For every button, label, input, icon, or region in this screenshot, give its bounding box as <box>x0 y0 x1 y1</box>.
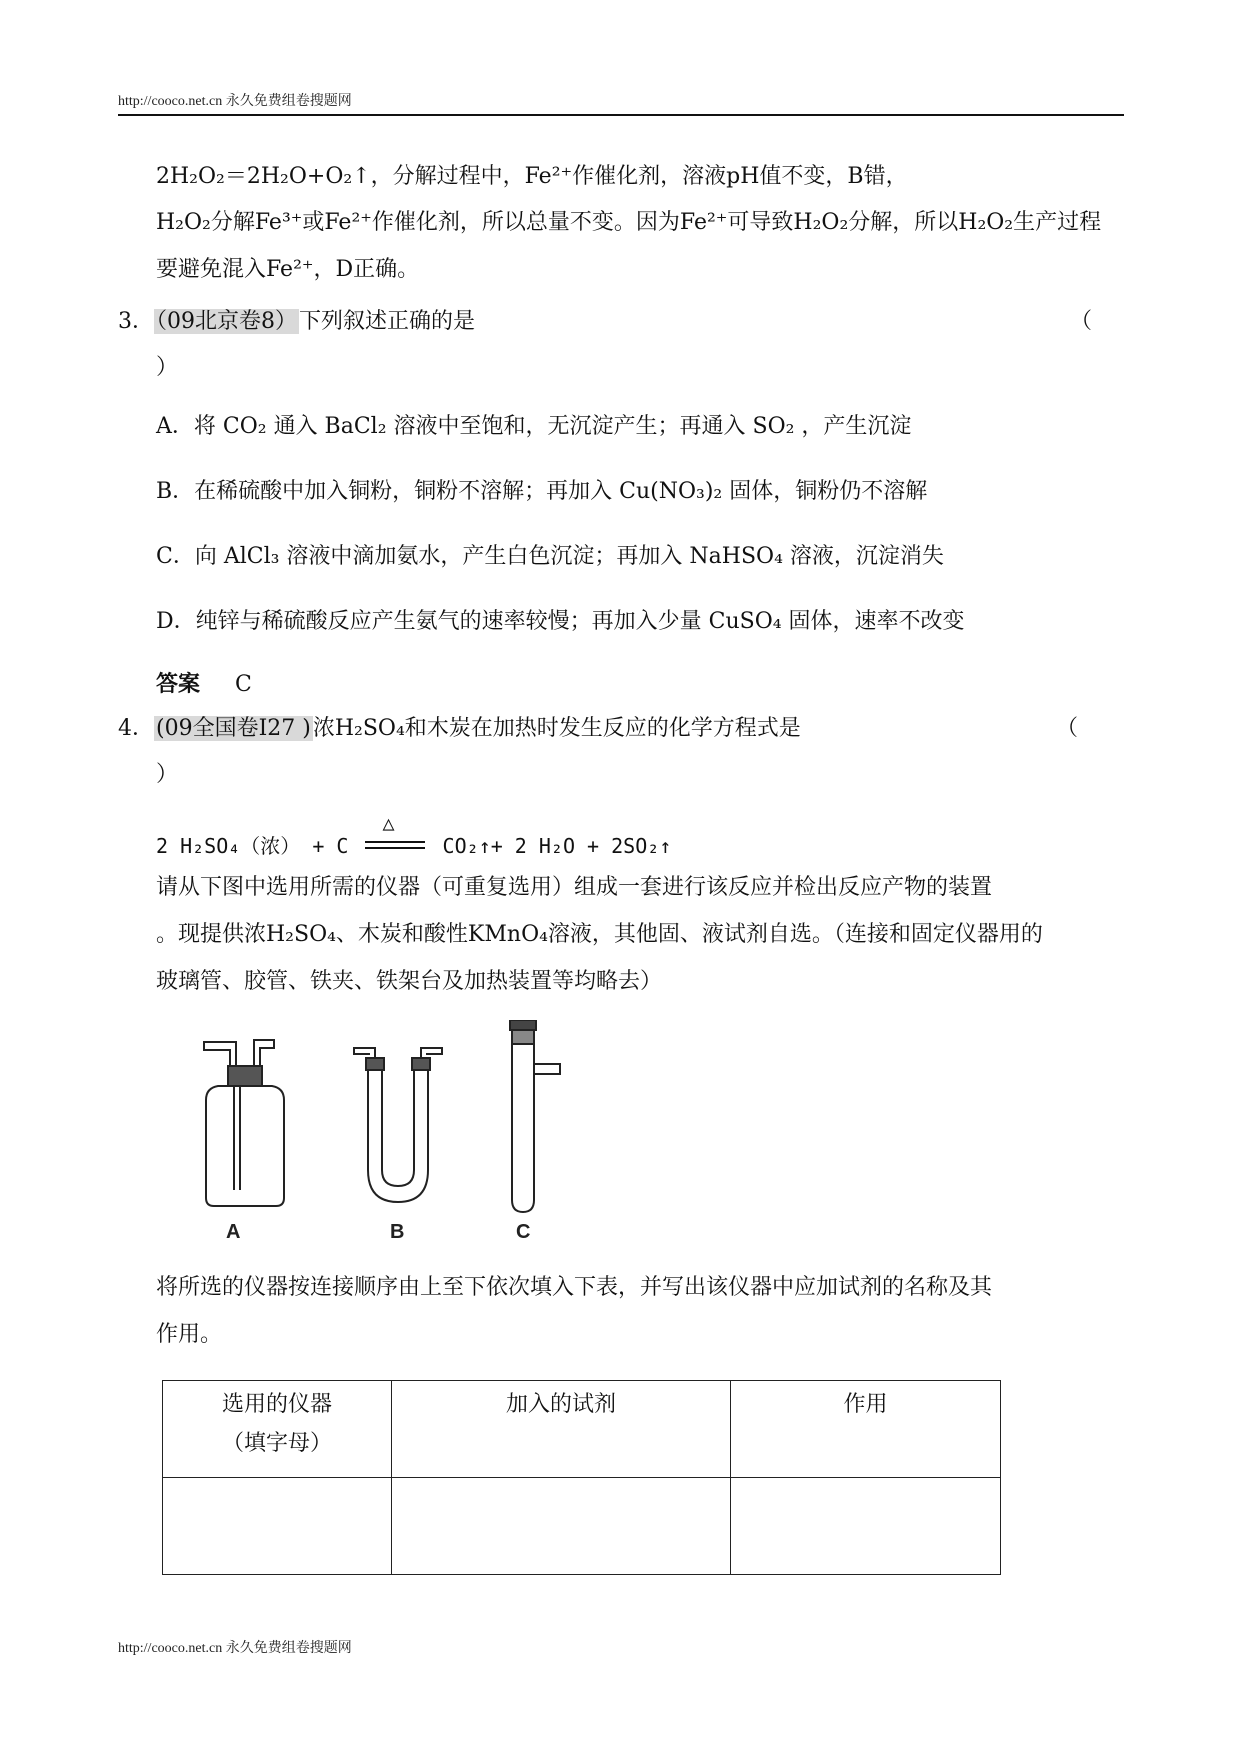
q4-number: 4． <box>118 716 154 741</box>
q3-paren-open: （ <box>1070 309 1093 334</box>
footer-url[interactable]: http://cooco.net.cn <box>118 1641 223 1656</box>
header-instrument <box>163 1381 392 1478</box>
answer-cell-reagent[interactable] <box>392 1478 731 1575</box>
cont-line-1 <box>156 162 908 192</box>
footer-site-name: 永久免费组卷搜题网 <box>225 1641 352 1656</box>
q3-answer <box>156 669 252 700</box>
q3-source-tag: （09北京卷8） <box>156 309 297 334</box>
cont-line-1-rest: 分解过程中，Fe²⁺作催化剂，溶液pH值不变，B错， <box>392 164 908 189</box>
figure-label-a: A <box>226 1221 241 1243</box>
q3-option-c: C．向 AlCl₃ 溶液中滴加氨水，产生白色沉淀；再加入 NaHSO₄ 溶液，沉淀消失 <box>156 544 944 569</box>
header-purpose: 作用 <box>731 1381 1001 1478</box>
answer-table-row <box>163 1478 1001 1575</box>
answer-table <box>162 1380 1001 1575</box>
q3-number: 3． <box>118 309 154 334</box>
apparatus-c-icon <box>510 1020 560 1212</box>
footer <box>118 1637 352 1657</box>
equals-bar-top <box>365 841 425 843</box>
cont-line-3: 要避免混入Fe²⁺，D正确。 <box>156 257 420 282</box>
q3-stem-line <box>118 307 475 337</box>
q4-eq-right: CO₂↑+ 2 H₂O + 2SO₂↑ <box>442 834 672 858</box>
cont-equation: 2H₂O₂＝2H₂O+O₂↑， <box>156 164 393 189</box>
header-instrument-line-1: 选用的仪器 <box>221 1392 332 1417</box>
header-instrument-line-2: （填字母） <box>221 1431 332 1456</box>
q4-paragraph-1: 请从下图中选用所需的仪器（可重复选用）组成一套进行该反应并检出反应产物的装置 <box>156 875 993 900</box>
q3-option-b: B．在稀硫酸中加入铜粉，铜粉不溶解；再加入 Cu(NO₃)₂ 固体，铜粉仍不溶解 <box>156 479 928 504</box>
answer-cell-instrument[interactable] <box>163 1478 392 1575</box>
q3-paren-close: ） <box>156 355 179 380</box>
q3-option-a: A．将 CO₂ 通入 BaCl₂ 溶液中至饱和，无沉淀产生；再通入 SO₂ ，产生沉淀 <box>156 414 912 439</box>
q4-paragraph-3: 玻璃管、胶管、铁夹、铁架台及加热装置等均略去） <box>156 969 663 994</box>
equals-bar-bottom <box>365 847 425 849</box>
header-site-name: 永久免费组卷搜题网 <box>225 94 352 109</box>
cont-line-2: H₂O₂分解Fe³⁺或Fe²⁺作催化剂，所以总量不变。因为Fe²⁺可导致H₂O₂分解，所以H₂O₂生产过程 <box>156 210 1102 235</box>
figure-label-b: B <box>390 1221 405 1243</box>
q4-stem: 浓H₂SO₄和木炭在加热时发生反应的化学方程式是 <box>312 716 801 741</box>
header-rule <box>118 114 1124 116</box>
q4-paragraph-5: 作用。 <box>156 1322 223 1347</box>
q3-answer-value: C <box>235 672 252 697</box>
delta-icon: △ <box>382 811 395 835</box>
q4-paren-close: ） <box>156 762 179 787</box>
q4-paren-open: （ <box>1056 716 1079 741</box>
answer-cell-purpose[interactable] <box>731 1478 1001 1575</box>
header-reagent: 加入的试剂 <box>392 1381 731 1478</box>
header-url[interactable]: http://cooco.net.cn <box>118 94 223 109</box>
figure-label-c: C <box>516 1221 531 1243</box>
header <box>118 90 352 110</box>
apparatus-figure <box>190 1020 680 1250</box>
q4-paragraph-4: 将所选的仪器按连接顺序由上至下依次填入下表，并写出该仪器中应加试剂的名称及其 <box>156 1275 993 1300</box>
apparatus-a-icon <box>204 1040 284 1206</box>
answer-table-header-row <box>163 1381 1001 1478</box>
apparatus-b-icon <box>354 1048 442 1202</box>
q4-equation <box>156 811 672 859</box>
q4-eq-heat-condition <box>361 811 431 859</box>
q3-stem: 下列叙述正确的是 <box>299 309 476 334</box>
q3-option-d: D．纯锌与稀硫酸反应产生氨气的速率较慢；再加入少量 CuSO₄ 固体，速率不改变 <box>156 609 965 634</box>
q3-answer-label: 答案 <box>156 671 201 697</box>
q4-stem-line <box>118 714 801 744</box>
q4-eq-left: 2 H₂SO₄（浓） + C <box>156 834 349 858</box>
q4-paragraph-2: 。现提供浓H₂SO₄、木炭和酸性KMnO₄溶液，其他固、液试剂自选。（连接和固定仪器用的 <box>156 922 1043 947</box>
q4-source-tag: (09全国卷Ⅰ27 ) <box>156 716 311 741</box>
